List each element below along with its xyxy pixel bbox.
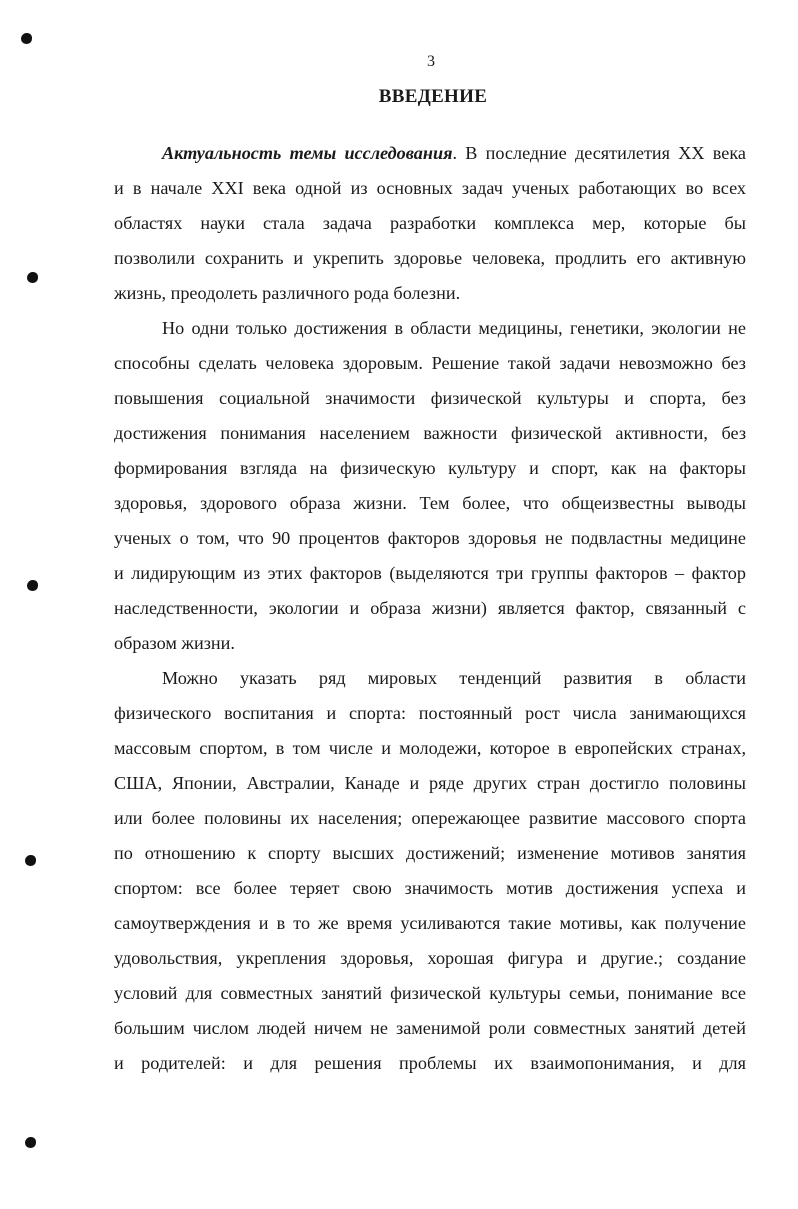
- text-line: США, Японии, Австралии, Канаде и ряде других стран достигло половины: [114, 773, 746, 793]
- text-line: по отношению к спорту высших достижений; изменение мотивов занятия: [114, 843, 746, 863]
- text-line: или более половины их населения; опережающее развитие массового спорта: [114, 808, 746, 828]
- text-line: жизнь, преодолеть различного рода болезни.: [114, 283, 461, 303]
- text-line: повышения социальной значимости физической культуры и спорта, без: [114, 388, 746, 408]
- punch-hole-mark: [25, 855, 36, 866]
- page-heading: ВВЕДЕНИЕ: [378, 86, 488, 107]
- text-line: самоутверждения и в то же время усиливаются такие мотивы, как получение: [114, 913, 746, 933]
- text-line: большим числом людей ничем не заменимой роли совместных занятий детей: [114, 1018, 746, 1038]
- text-line: условий для совместных занятий физической культуры семьи, понимание все: [114, 983, 746, 1003]
- text-line: и в начале XXI века одной из основных задач ученых работающих во всех: [114, 178, 746, 198]
- punch-hole-mark: [25, 1137, 36, 1148]
- text-line: и родителей: и для решения проблемы их взаимопонимания, и для: [114, 1053, 746, 1073]
- text-line: здоровья, здорового образа жизни. Тем более, что общеизвестны выводы: [114, 493, 746, 513]
- page-number: 3: [427, 53, 435, 70]
- text-line: областях науки стала задача разработки комплекса мер, которые бы: [114, 213, 746, 233]
- text-line: ученых о том, что 90 процентов факторов здоровья не подвластны медицине: [114, 528, 746, 548]
- text-line: удовольствия, укрепления здоровья, хорошая фигура и другие.; создание: [114, 948, 746, 968]
- text-line: образом жизни.: [114, 633, 235, 653]
- text-line: наследственности, экологии и образа жизни) является фактор, связанный с: [114, 598, 746, 618]
- punch-hole-mark: [21, 33, 32, 44]
- text-line: массовым спортом, в том числе и молодежи, которое в европейских странах,: [114, 738, 746, 758]
- text-line: Актуальность темы исследования. В последние десятилетия XX века: [162, 143, 746, 163]
- text-line: и лидирующим из этих факторов (выделяются три группы факторов – фактор: [114, 563, 746, 583]
- text-line: позволили сохранить и укрепить здоровье человека, продлить его активную: [114, 248, 746, 268]
- text-line: Можно указать ряд мировых тенденций развития в области: [162, 668, 746, 688]
- text-line: формирования взгляда на физическую культуру и спорт, как на факторы: [114, 458, 746, 478]
- punch-hole-mark: [27, 580, 38, 591]
- lead-phrase: Актуальность темы исследования: [162, 143, 453, 163]
- text-line: достижения понимания населением важности физической активности, без: [114, 423, 746, 443]
- text-line: физического воспитания и спорта: постоянный рост числа занимающихся: [114, 703, 746, 723]
- text-line: Но одни только достижения в области медицины, генетики, экологии не: [162, 318, 746, 338]
- punch-hole-mark: [27, 272, 38, 283]
- text-line: способны сделать человека здоровым. Решение такой задачи невозможно без: [114, 353, 746, 373]
- text-line: спортом: все более теряет свою значимость мотив достижения успеха и: [114, 878, 746, 898]
